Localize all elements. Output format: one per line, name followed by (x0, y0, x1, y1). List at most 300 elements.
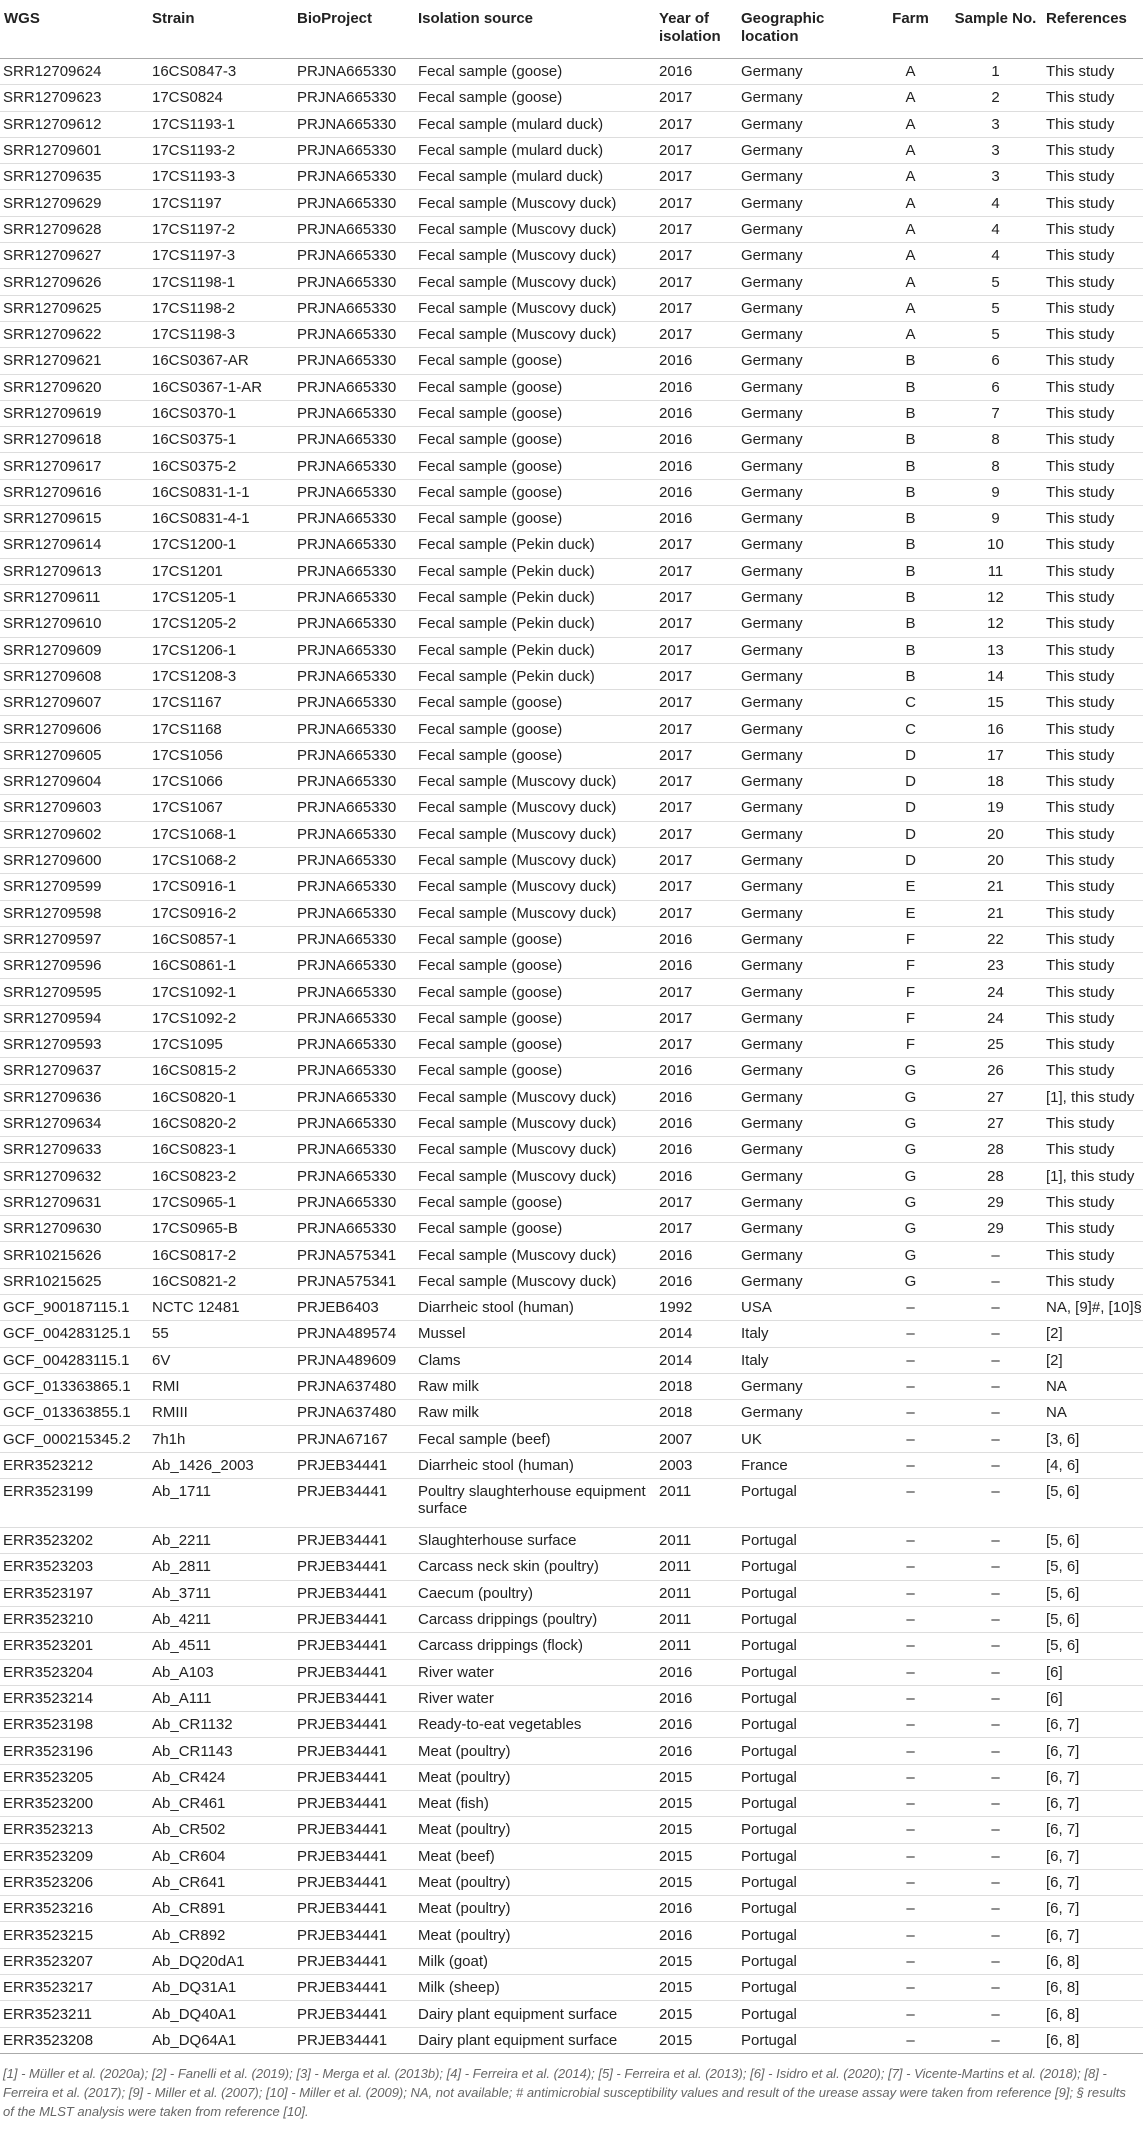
cell-wgs: GCF_004283115.1 (0, 1347, 148, 1373)
cell-wgs: SRR12709599 (0, 874, 148, 900)
cell-location: Portugal (737, 1975, 872, 2001)
cell-references: [2] (1042, 1321, 1143, 1347)
cell-sample: 4 (949, 190, 1042, 216)
table-row (0, 348, 1143, 374)
cell-wgs: GCF_900187115.1 (0, 1294, 148, 1320)
cell-farm: B (872, 479, 949, 505)
cell-year: 2016 (655, 348, 737, 374)
cell-bioproject: PRJNA665330 (293, 348, 414, 374)
table-row (0, 690, 1143, 716)
cell-bioproject: PRJNA665330 (293, 979, 414, 1005)
cell-year: 2016 (655, 479, 737, 505)
cell-sample: – (949, 1738, 1042, 1764)
cell-location: Portugal (737, 1685, 872, 1711)
cell-isolation-source: River water (414, 1659, 655, 1685)
cell-references: [6, 8] (1042, 1975, 1143, 2001)
cell-strain: 6V (148, 1347, 293, 1373)
cell-isolation-source: Fecal sample (goose) (414, 953, 655, 979)
table-row (0, 1712, 1143, 1738)
cell-strain: Ab_2811 (148, 1554, 293, 1580)
cell-year: 2011 (655, 1606, 737, 1632)
cell-farm: A (872, 321, 949, 347)
cell-bioproject: PRJNA665330 (293, 795, 414, 821)
cell-farm: B (872, 584, 949, 610)
cell-farm: – (872, 1373, 949, 1399)
cell-location: Germany (737, 769, 872, 795)
cell-sample: – (949, 1373, 1042, 1399)
cell-bioproject: PRJNA637480 (293, 1400, 414, 1426)
cell-farm: – (872, 1975, 949, 2001)
cell-year: 2017 (655, 690, 737, 716)
cell-sample: 4 (949, 216, 1042, 242)
cell-references: This study (1042, 59, 1143, 85)
cell-isolation-source: River water (414, 1685, 655, 1711)
cell-year: 2017 (655, 1031, 737, 1057)
cell-year: 2011 (655, 1580, 737, 1606)
cell-isolation-source: Fecal sample (Muscovy duck) (414, 795, 655, 821)
table-row (0, 1137, 1143, 1163)
cell-farm: – (872, 1400, 949, 1426)
cell-strain: 16CS0375-2 (148, 453, 293, 479)
cell-bioproject: PRJEB34441 (293, 1606, 414, 1632)
cell-references: This study (1042, 190, 1143, 216)
cell-location: Germany (737, 716, 872, 742)
cell-year: 2015 (655, 1948, 737, 1974)
cell-year: 2011 (655, 1554, 737, 1580)
cell-strain: Ab_CR424 (148, 1764, 293, 1790)
cell-sample: – (949, 1948, 1042, 1974)
cell-location: Germany (737, 164, 872, 190)
cell-farm: – (872, 2027, 949, 2053)
cell-isolation-source: Clams (414, 1347, 655, 1373)
cell-bioproject: PRJNA665330 (293, 137, 414, 163)
cell-bioproject: PRJNA665330 (293, 611, 414, 637)
cell-strain: 17CS1193-2 (148, 137, 293, 163)
table-row (0, 532, 1143, 558)
cell-bioproject: PRJNA665330 (293, 637, 414, 663)
cell-bioproject: PRJNA665330 (293, 769, 414, 795)
cell-references: This study (1042, 584, 1143, 610)
cell-farm: A (872, 295, 949, 321)
cell-sample: 5 (949, 295, 1042, 321)
cell-strain: 17CS1066 (148, 769, 293, 795)
table-row (0, 2001, 1143, 2027)
cell-wgs: SRR12709632 (0, 1163, 148, 1189)
cell-year: 2016 (655, 1110, 737, 1136)
cell-bioproject: PRJNA665330 (293, 821, 414, 847)
cell-location: Germany (737, 584, 872, 610)
cell-isolation-source: Fecal sample (goose) (414, 690, 655, 716)
cell-references: This study (1042, 690, 1143, 716)
cell-location: Germany (737, 1216, 872, 1242)
cell-wgs: SRR12709611 (0, 584, 148, 610)
cell-strain: 17CS1095 (148, 1031, 293, 1057)
cell-farm: A (872, 164, 949, 190)
cell-sample: 19 (949, 795, 1042, 821)
cell-bioproject: PRJNA665330 (293, 164, 414, 190)
cell-farm: – (872, 1948, 949, 1974)
cell-bioproject: PRJEB34441 (293, 1948, 414, 1974)
cell-farm: E (872, 900, 949, 926)
header-bioproject: BioProject (293, 0, 414, 59)
cell-farm: G (872, 1216, 949, 1242)
cell-references: This study (1042, 795, 1143, 821)
cell-year: 2017 (655, 532, 737, 558)
cell-strain: 17CS1198-2 (148, 295, 293, 321)
cell-isolation-source: Fecal sample (Pekin duck) (414, 532, 655, 558)
cell-references: [5, 6] (1042, 1633, 1143, 1659)
cell-farm: D (872, 795, 949, 821)
cell-location: Germany (737, 637, 872, 663)
table-row (0, 1031, 1143, 1057)
cell-location: Portugal (737, 1791, 872, 1817)
cell-references: This study (1042, 769, 1143, 795)
cell-farm: E (872, 874, 949, 900)
cell-sample: 15 (949, 690, 1042, 716)
cell-farm: B (872, 663, 949, 689)
cell-farm: D (872, 742, 949, 768)
cell-year: 2016 (655, 1268, 737, 1294)
cell-sample: – (949, 1896, 1042, 1922)
cell-references: [6, 7] (1042, 1869, 1143, 1895)
cell-sample: – (949, 1400, 1042, 1426)
cell-location: Portugal (737, 2027, 872, 2053)
cell-sample: – (949, 1791, 1042, 1817)
cell-wgs: SRR12709636 (0, 1084, 148, 1110)
cell-wgs: ERR3523199 (0, 1479, 148, 1528)
cell-strain: 17CS1193-3 (148, 164, 293, 190)
cell-farm: B (872, 400, 949, 426)
cell-year: 2016 (655, 1922, 737, 1948)
cell-isolation-source: Fecal sample (goose) (414, 348, 655, 374)
cell-bioproject: PRJEB34441 (293, 1580, 414, 1606)
cell-references: NA, [9]#, [10]§ (1042, 1294, 1143, 1320)
cell-isolation-source: Fecal sample (goose) (414, 1005, 655, 1031)
cell-farm: D (872, 847, 949, 873)
cell-wgs: SRR12709601 (0, 137, 148, 163)
cell-strain: 17CS1092-2 (148, 1005, 293, 1031)
cell-isolation-source: Milk (sheep) (414, 1975, 655, 2001)
cell-strain: RMI (148, 1373, 293, 1399)
cell-location: Germany (737, 111, 872, 137)
cell-sample: – (949, 1975, 1042, 2001)
cell-location: Germany (737, 190, 872, 216)
cell-year: 2017 (655, 295, 737, 321)
cell-isolation-source: Dairy plant equipment surface (414, 2001, 655, 2027)
table-row (0, 769, 1143, 795)
table-row (0, 269, 1143, 295)
cell-year: 2018 (655, 1373, 737, 1399)
cell-bioproject: PRJNA665330 (293, 1058, 414, 1084)
cell-farm: – (872, 1633, 949, 1659)
cell-location: Germany (737, 611, 872, 637)
cell-references: [5, 6] (1042, 1580, 1143, 1606)
table-row (0, 243, 1143, 269)
cell-sample: 12 (949, 611, 1042, 637)
cell-strain: 17CS0916-2 (148, 900, 293, 926)
cell-sample: 22 (949, 926, 1042, 952)
cell-bioproject: PRJEB34441 (293, 1791, 414, 1817)
cell-references: This study (1042, 1005, 1143, 1031)
cell-isolation-source: Poultry slaughterhouse equipment surface (414, 1479, 655, 1528)
cell-bioproject: PRJNA665330 (293, 269, 414, 295)
cell-wgs: SRR12709607 (0, 690, 148, 716)
cell-sample: – (949, 1922, 1042, 1948)
cell-sample: – (949, 1294, 1042, 1320)
cell-isolation-source: Fecal sample (Muscovy duck) (414, 900, 655, 926)
cell-strain: Ab_CR891 (148, 1896, 293, 1922)
cell-year: 2017 (655, 716, 737, 742)
cell-isolation-source: Fecal sample (goose) (414, 59, 655, 85)
cell-wgs: SRR12709600 (0, 847, 148, 873)
cell-year: 2017 (655, 111, 737, 137)
cell-year: 2016 (655, 1084, 737, 1110)
cell-location: Germany (737, 1400, 872, 1426)
table-row (0, 716, 1143, 742)
cell-bioproject: PRJNA665330 (293, 190, 414, 216)
cell-wgs: ERR3523196 (0, 1738, 148, 1764)
cell-isolation-source: Fecal sample (Muscovy duck) (414, 847, 655, 873)
cell-year: 2017 (655, 558, 737, 584)
cell-location: Germany (737, 979, 872, 1005)
cell-farm: – (872, 1817, 949, 1843)
cell-wgs: ERR3523215 (0, 1922, 148, 1948)
cell-strain: 16CS0375-1 (148, 427, 293, 453)
table-row (0, 979, 1143, 1005)
cell-wgs: SRR12709634 (0, 1110, 148, 1136)
cell-sample: 29 (949, 1216, 1042, 1242)
cell-strain: 16CS0367-1-AR (148, 374, 293, 400)
cell-references: [6, 7] (1042, 1712, 1143, 1738)
cell-sample: 26 (949, 1058, 1042, 1084)
cell-wgs: SRR12709595 (0, 979, 148, 1005)
cell-sample: 23 (949, 953, 1042, 979)
cell-bioproject: PRJNA665330 (293, 427, 414, 453)
cell-location: Germany (737, 795, 872, 821)
cell-references: This study (1042, 269, 1143, 295)
cell-isolation-source: Fecal sample (Muscovy duck) (414, 190, 655, 216)
cell-wgs: SRR12709598 (0, 900, 148, 926)
cell-year: 2017 (655, 611, 737, 637)
cell-location: Germany (737, 295, 872, 321)
cell-strain: 17CS1198-3 (148, 321, 293, 347)
cell-sample: 12 (949, 584, 1042, 610)
cell-bioproject: PRJNA665330 (293, 111, 414, 137)
table-row (0, 216, 1143, 242)
table-row (0, 295, 1143, 321)
cell-references: [6] (1042, 1685, 1143, 1711)
cell-references: This study (1042, 164, 1143, 190)
cell-year: 2017 (655, 164, 737, 190)
cell-strain: 17CS1068-2 (148, 847, 293, 873)
cell-wgs: SRR12709627 (0, 243, 148, 269)
cell-farm: G (872, 1242, 949, 1268)
cell-isolation-source: Meat (poultry) (414, 1817, 655, 1843)
cell-year: 2015 (655, 1843, 737, 1869)
cell-sample: 13 (949, 637, 1042, 663)
cell-location: Portugal (737, 1922, 872, 1948)
cell-farm: F (872, 926, 949, 952)
cell-bioproject: PRJNA665330 (293, 453, 414, 479)
table-row (0, 874, 1143, 900)
cell-references: [6, 7] (1042, 1922, 1143, 1948)
cell-references: This study (1042, 926, 1143, 952)
cell-wgs: ERR3523207 (0, 1948, 148, 1974)
cell-location: Germany (737, 137, 872, 163)
cell-year: 2016 (655, 59, 737, 85)
cell-farm: G (872, 1268, 949, 1294)
cell-references: [1], this study (1042, 1163, 1143, 1189)
header-references: References (1042, 0, 1143, 59)
cell-references: [5, 6] (1042, 1606, 1143, 1632)
cell-bioproject: PRJNA665330 (293, 1163, 414, 1189)
cell-strain: 17CS1198-1 (148, 269, 293, 295)
cell-isolation-source: Fecal sample (mulard duck) (414, 164, 655, 190)
table-row (0, 137, 1143, 163)
cell-wgs: ERR3523217 (0, 1975, 148, 2001)
table-row (0, 1922, 1143, 1948)
cell-sample: 9 (949, 479, 1042, 505)
cell-isolation-source: Fecal sample (Muscovy duck) (414, 269, 655, 295)
cell-year: 2016 (655, 1712, 737, 1738)
cell-isolation-source: Diarrheic stool (human) (414, 1294, 655, 1320)
cell-year: 2018 (655, 1400, 737, 1426)
cell-strain: Ab_DQ64A1 (148, 2027, 293, 2053)
cell-isolation-source: Fecal sample (goose) (414, 479, 655, 505)
cell-bioproject: PRJNA665330 (293, 874, 414, 900)
cell-bioproject: PRJNA665330 (293, 506, 414, 532)
cell-isolation-source: Fecal sample (goose) (414, 427, 655, 453)
header-isolation-source: Isolation source (414, 0, 655, 59)
cell-year: 2015 (655, 1975, 737, 2001)
cell-wgs: ERR3523198 (0, 1712, 148, 1738)
cell-sample: – (949, 1606, 1042, 1632)
cell-bioproject: PRJEB6403 (293, 1294, 414, 1320)
cell-farm: G (872, 1110, 949, 1136)
cell-references: This study (1042, 663, 1143, 689)
cell-bioproject: PRJEB34441 (293, 1896, 414, 1922)
cell-sample: 3 (949, 164, 1042, 190)
cell-bioproject: PRJNA665330 (293, 584, 414, 610)
table-row (0, 1163, 1143, 1189)
header-strain: Strain (148, 0, 293, 59)
cell-farm: – (872, 1528, 949, 1554)
cell-strain: 16CS0823-1 (148, 1137, 293, 1163)
cell-bioproject: PRJNA665330 (293, 243, 414, 269)
table-row (0, 427, 1143, 453)
cell-year: 2016 (655, 1058, 737, 1084)
table-row (0, 1738, 1143, 1764)
table-row (0, 1426, 1143, 1452)
cell-location: Germany (737, 900, 872, 926)
table-row (0, 637, 1143, 663)
cell-location: Germany (737, 400, 872, 426)
cell-sample: 5 (949, 269, 1042, 295)
cell-bioproject: PRJNA665330 (293, 716, 414, 742)
cell-wgs: SRR12709629 (0, 190, 148, 216)
cell-references: This study (1042, 453, 1143, 479)
table-row (0, 1479, 1143, 1528)
cell-sample: 27 (949, 1084, 1042, 1110)
cell-farm: A (872, 243, 949, 269)
cell-strain: 17CS1205-2 (148, 611, 293, 637)
cell-wgs: SRR12709618 (0, 427, 148, 453)
cell-isolation-source: Carcass drippings (poultry) (414, 1606, 655, 1632)
cell-location: Germany (737, 847, 872, 873)
cell-sample: – (949, 1528, 1042, 1554)
cell-isolation-source: Fecal sample (goose) (414, 506, 655, 532)
cell-references: This study (1042, 506, 1143, 532)
cell-references: [5, 6] (1042, 1554, 1143, 1580)
cell-isolation-source: Carcass drippings (flock) (414, 1633, 655, 1659)
cell-sample: 11 (949, 558, 1042, 584)
table-header (0, 0, 1143, 59)
cell-location: Portugal (737, 1764, 872, 1790)
cell-location: Germany (737, 85, 872, 111)
cell-bioproject: PRJNA665330 (293, 742, 414, 768)
cell-year: 2017 (655, 769, 737, 795)
cell-farm: A (872, 111, 949, 137)
cell-wgs: SRR12709631 (0, 1189, 148, 1215)
cell-isolation-source: Ready-to-eat vegetables (414, 1712, 655, 1738)
cell-isolation-source: Fecal sample (goose) (414, 374, 655, 400)
cell-references: This study (1042, 847, 1143, 873)
cell-location: Germany (737, 1242, 872, 1268)
cell-isolation-source: Fecal sample (Muscovy duck) (414, 821, 655, 847)
cell-year: 2017 (655, 243, 737, 269)
cell-references: This study (1042, 1110, 1143, 1136)
cell-strain: 17CS1193-1 (148, 111, 293, 137)
cell-isolation-source: Fecal sample (Pekin duck) (414, 663, 655, 689)
cell-year: 2017 (655, 900, 737, 926)
cell-strain: Ab_CR1132 (148, 1712, 293, 1738)
cell-strain: 16CS0367-AR (148, 348, 293, 374)
cell-farm: G (872, 1189, 949, 1215)
cell-farm: – (872, 1869, 949, 1895)
table-row (0, 1633, 1143, 1659)
cell-location: Germany (737, 558, 872, 584)
table-row (0, 1216, 1143, 1242)
table-row (0, 900, 1143, 926)
cell-location: Portugal (737, 1869, 872, 1895)
cell-isolation-source: Milk (goat) (414, 1948, 655, 1974)
cell-farm: – (872, 1922, 949, 1948)
cell-year: 2016 (655, 427, 737, 453)
cell-sample: – (949, 1580, 1042, 1606)
cell-year: 2015 (655, 2001, 737, 2027)
cell-isolation-source: Fecal sample (goose) (414, 400, 655, 426)
table-row (0, 795, 1143, 821)
cell-sample: 14 (949, 663, 1042, 689)
cell-year: 2016 (655, 453, 737, 479)
cell-wgs: ERR3523212 (0, 1452, 148, 1478)
cell-strain: 17CS0965-1 (148, 1189, 293, 1215)
cell-bioproject: PRJEB34441 (293, 1817, 414, 1843)
cell-bioproject: PRJNA665330 (293, 953, 414, 979)
cell-strain: 17CS1208-3 (148, 663, 293, 689)
cell-references: [4, 6] (1042, 1452, 1143, 1478)
cell-bioproject: PRJEB34441 (293, 1554, 414, 1580)
cell-wgs: ERR3523214 (0, 1685, 148, 1711)
cell-farm: A (872, 216, 949, 242)
cell-strain: 17CS1168 (148, 716, 293, 742)
cell-wgs: SRR12709593 (0, 1031, 148, 1057)
cell-sample: 21 (949, 874, 1042, 900)
cell-isolation-source: Slaughterhouse surface (414, 1528, 655, 1554)
cell-location: Portugal (737, 1633, 872, 1659)
cell-bioproject: PRJEB34441 (293, 1479, 414, 1528)
cell-year: 2016 (655, 1242, 737, 1268)
